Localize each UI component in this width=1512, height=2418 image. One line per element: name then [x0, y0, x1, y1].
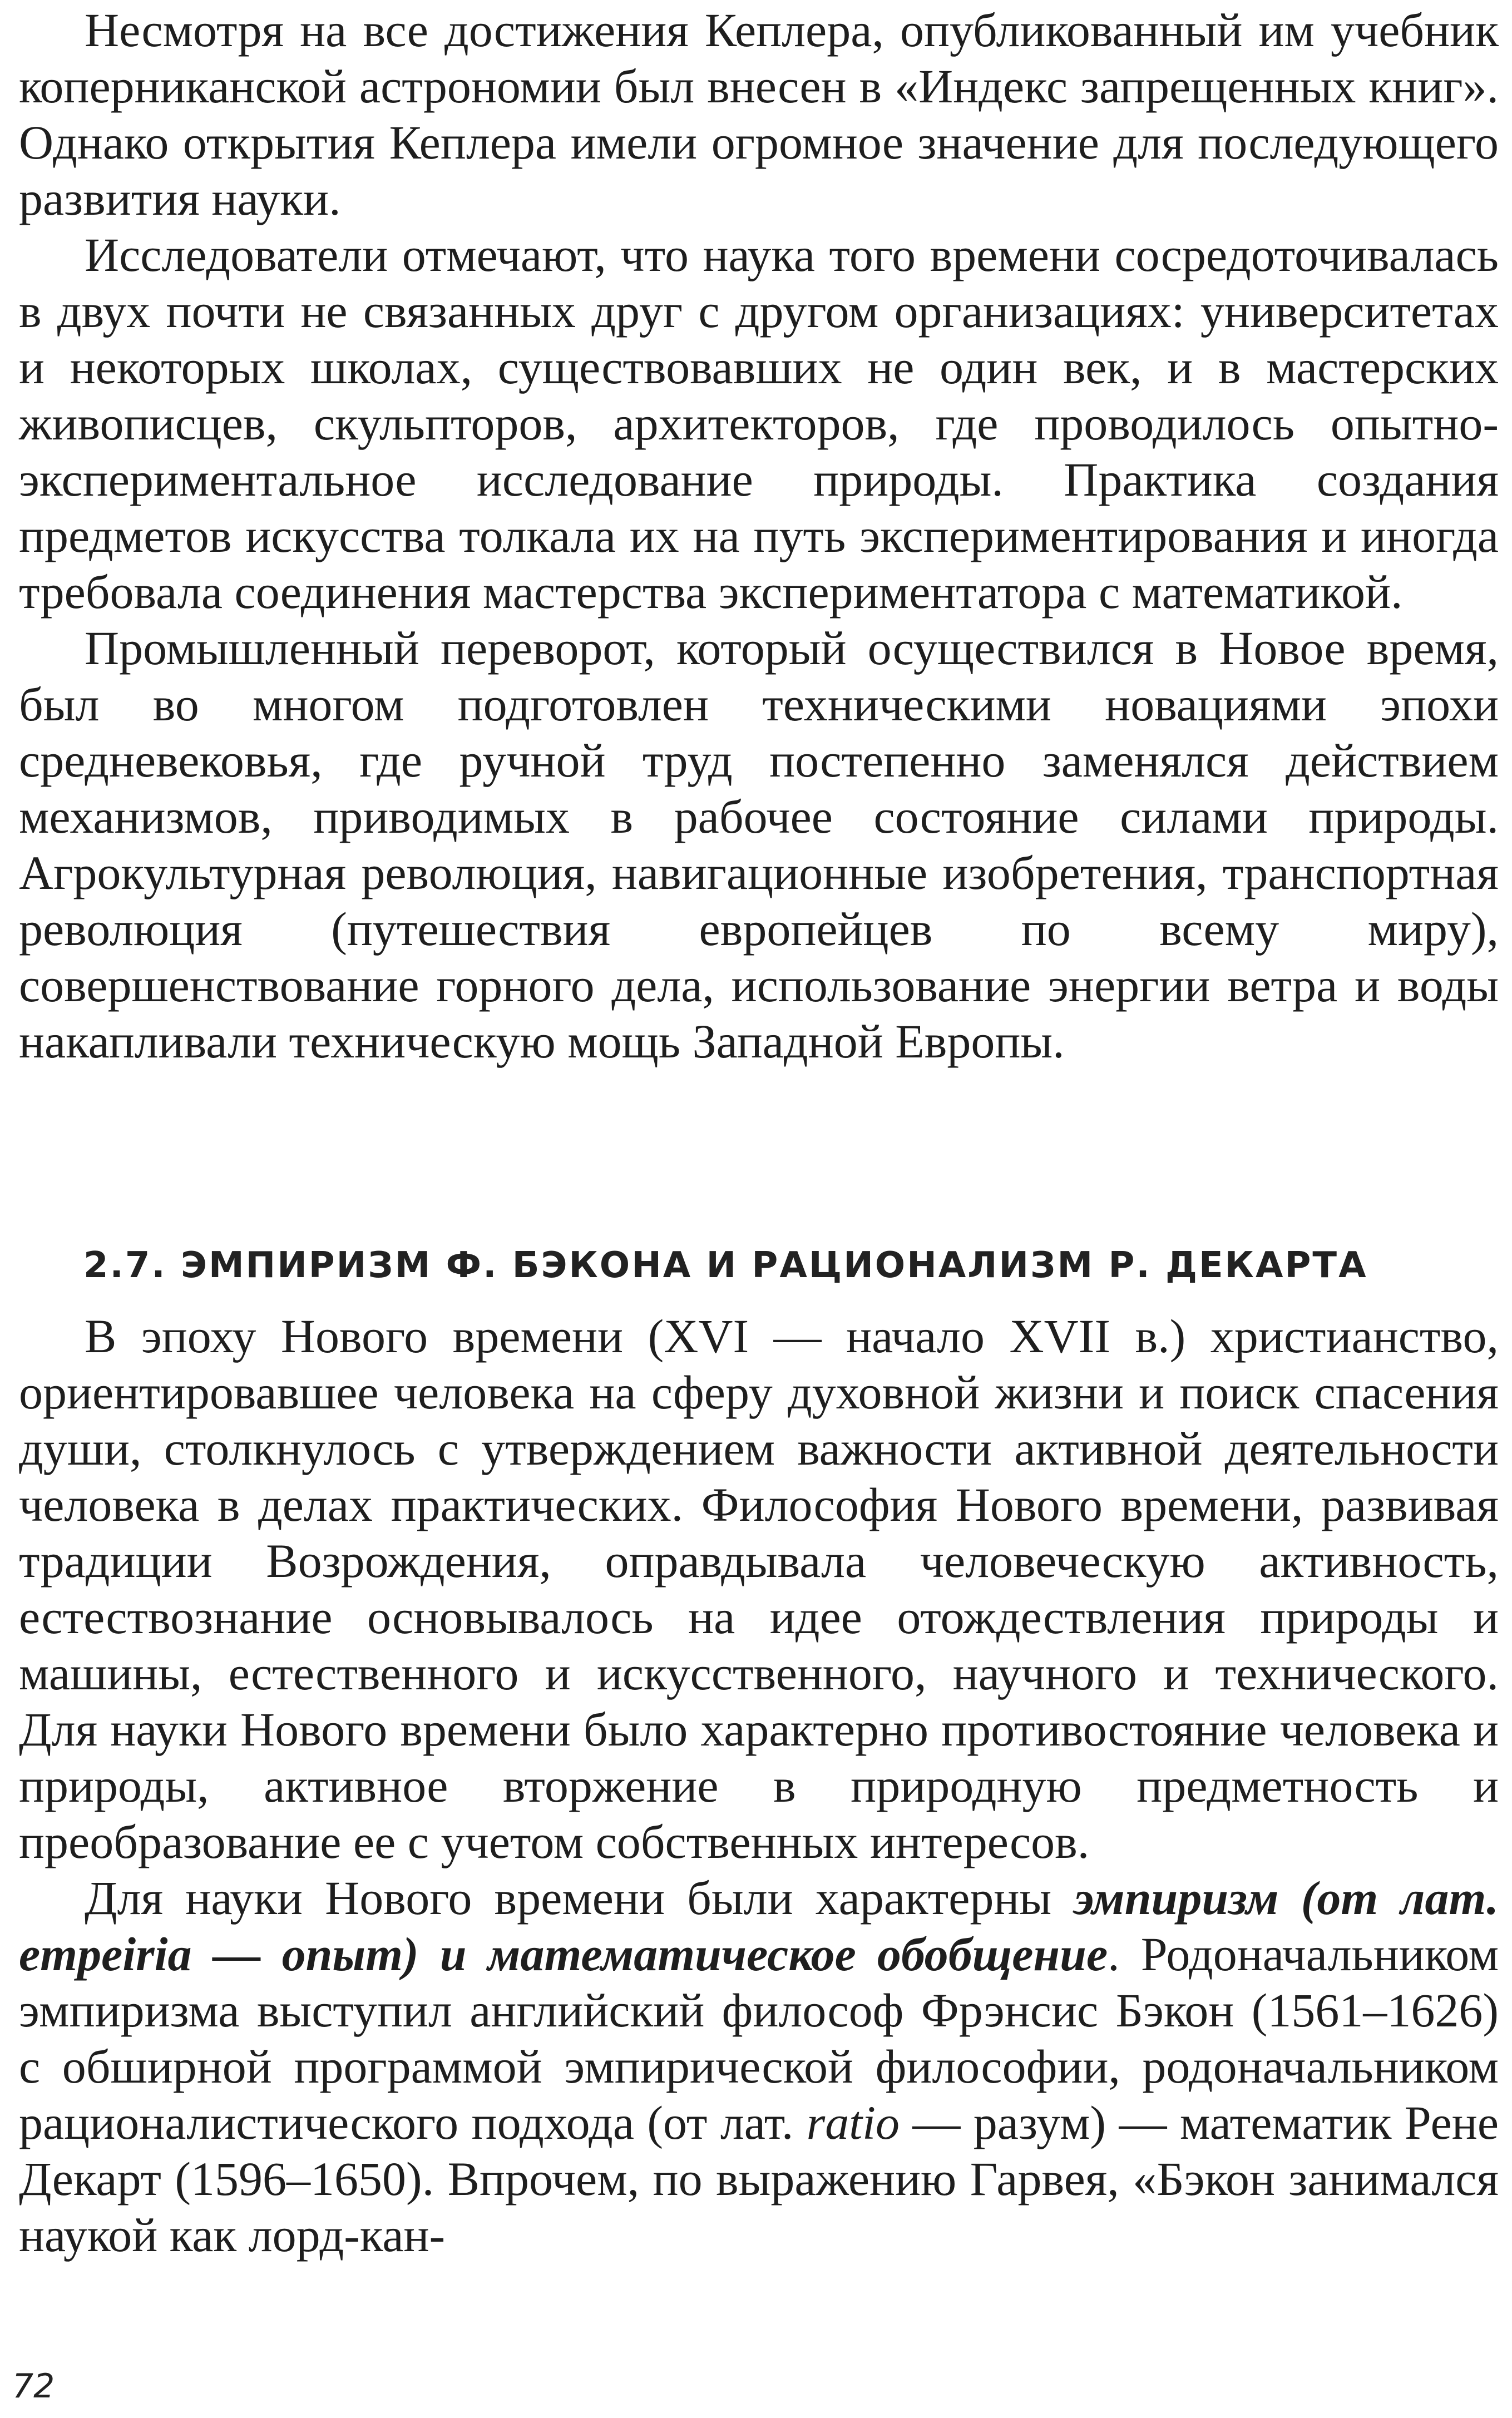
paragraph-industrial-revolution: Промышленный переворот, который осуществился в Новое время, был во многом подготовлен техническими новациями эпохи средневековья, где ручной труд постепенно заменялся действием механизмов, приводимых в рабочее состояние силами природы. Агрокультурная революция, навигационные изобретения, транспортная революция (путешествия европейцев по всему миру), совершенствование горного дела, использование энергии ветра и воды накапливали техническую мощь Западной Европы.: [19, 621, 1499, 1068]
paragraph-science-organizations: Исследователи отмечают, что наука того времени сосредоточивалась в двух почти не связанных друг с другом организациях: университетах и некоторых школах, существовавших не один век, и в мастерских живописцев, скульпторов, архитекторов, где проводилось опытно-экспериментальное исследование природы. Практика создания предметов искусства толкала их на путь экспериментирования и иногда требовала соединения мастерства экспериментатора с математикой.: [19, 228, 1499, 619]
paragraph-empiricism: [19, 1870, 1499, 2263]
empiricism-term: эмпиризм (от лат. empeiria — опыт) и математическое обобщение: [19, 1871, 1499, 1981]
paragraph-empiricism-middle: . Родоначальником эмпиризма выступил английский философ Фрэнсис Бэкон (1561–1626) с обширной программой эмпирической философии, родоначальником рационалистического подхода (от лат.: [19, 1927, 1499, 2149]
paragraph-kepler: Несмотря на все достижения Кеплера, опубликованный им учебник коперниканской астрономии был внесен в «Индекс запрещенных книг». Однако открытия Кеплера имели огромное значение для последующего развития науки.: [19, 3, 1499, 225]
section-heading: 2.7. ЭМПИРИЗМ Ф. БЭКОНА И РАЦИОНАЛИЗМ Р. ДЕКАРТА: [83, 1245, 1368, 1286]
ratio-term: ratio: [806, 2096, 900, 2149]
text-block-top: [19, 2, 1499, 1070]
paragraph-empiricism-tail: — разум) — математик Рене Декарт (1596–1650). Впрочем, по выражению Гарвея, «Бэкон занимался наукой как лорд-кан-: [19, 2096, 1499, 2262]
text-block-bottom: [19, 1308, 1499, 2263]
page-number: 72: [12, 2367, 55, 2406]
paragraph-new-era: В эпоху Нового времени (XVI — начало XVII в.) христианство, ориентировавшее человека на сферу духовной жизни и поиск спасения души, столкнулось с утверждением важности активной деятельности человека в делах практических. Философия Нового времени, развивая традиции Возрождения, оправдывала человеческую активность, естествознание основывалось на идее отождествления природы и машины, естественного и искусственного, научного и технического. Для науки Нового времени было характерно противостояние человека и природы, активное вторжение в природную предметность и преобразование ее с учетом собственных интересов.: [19, 1309, 1499, 1868]
paragraph-empiricism-lead: Для науки Нового времени были характерны: [85, 1871, 1074, 1925]
